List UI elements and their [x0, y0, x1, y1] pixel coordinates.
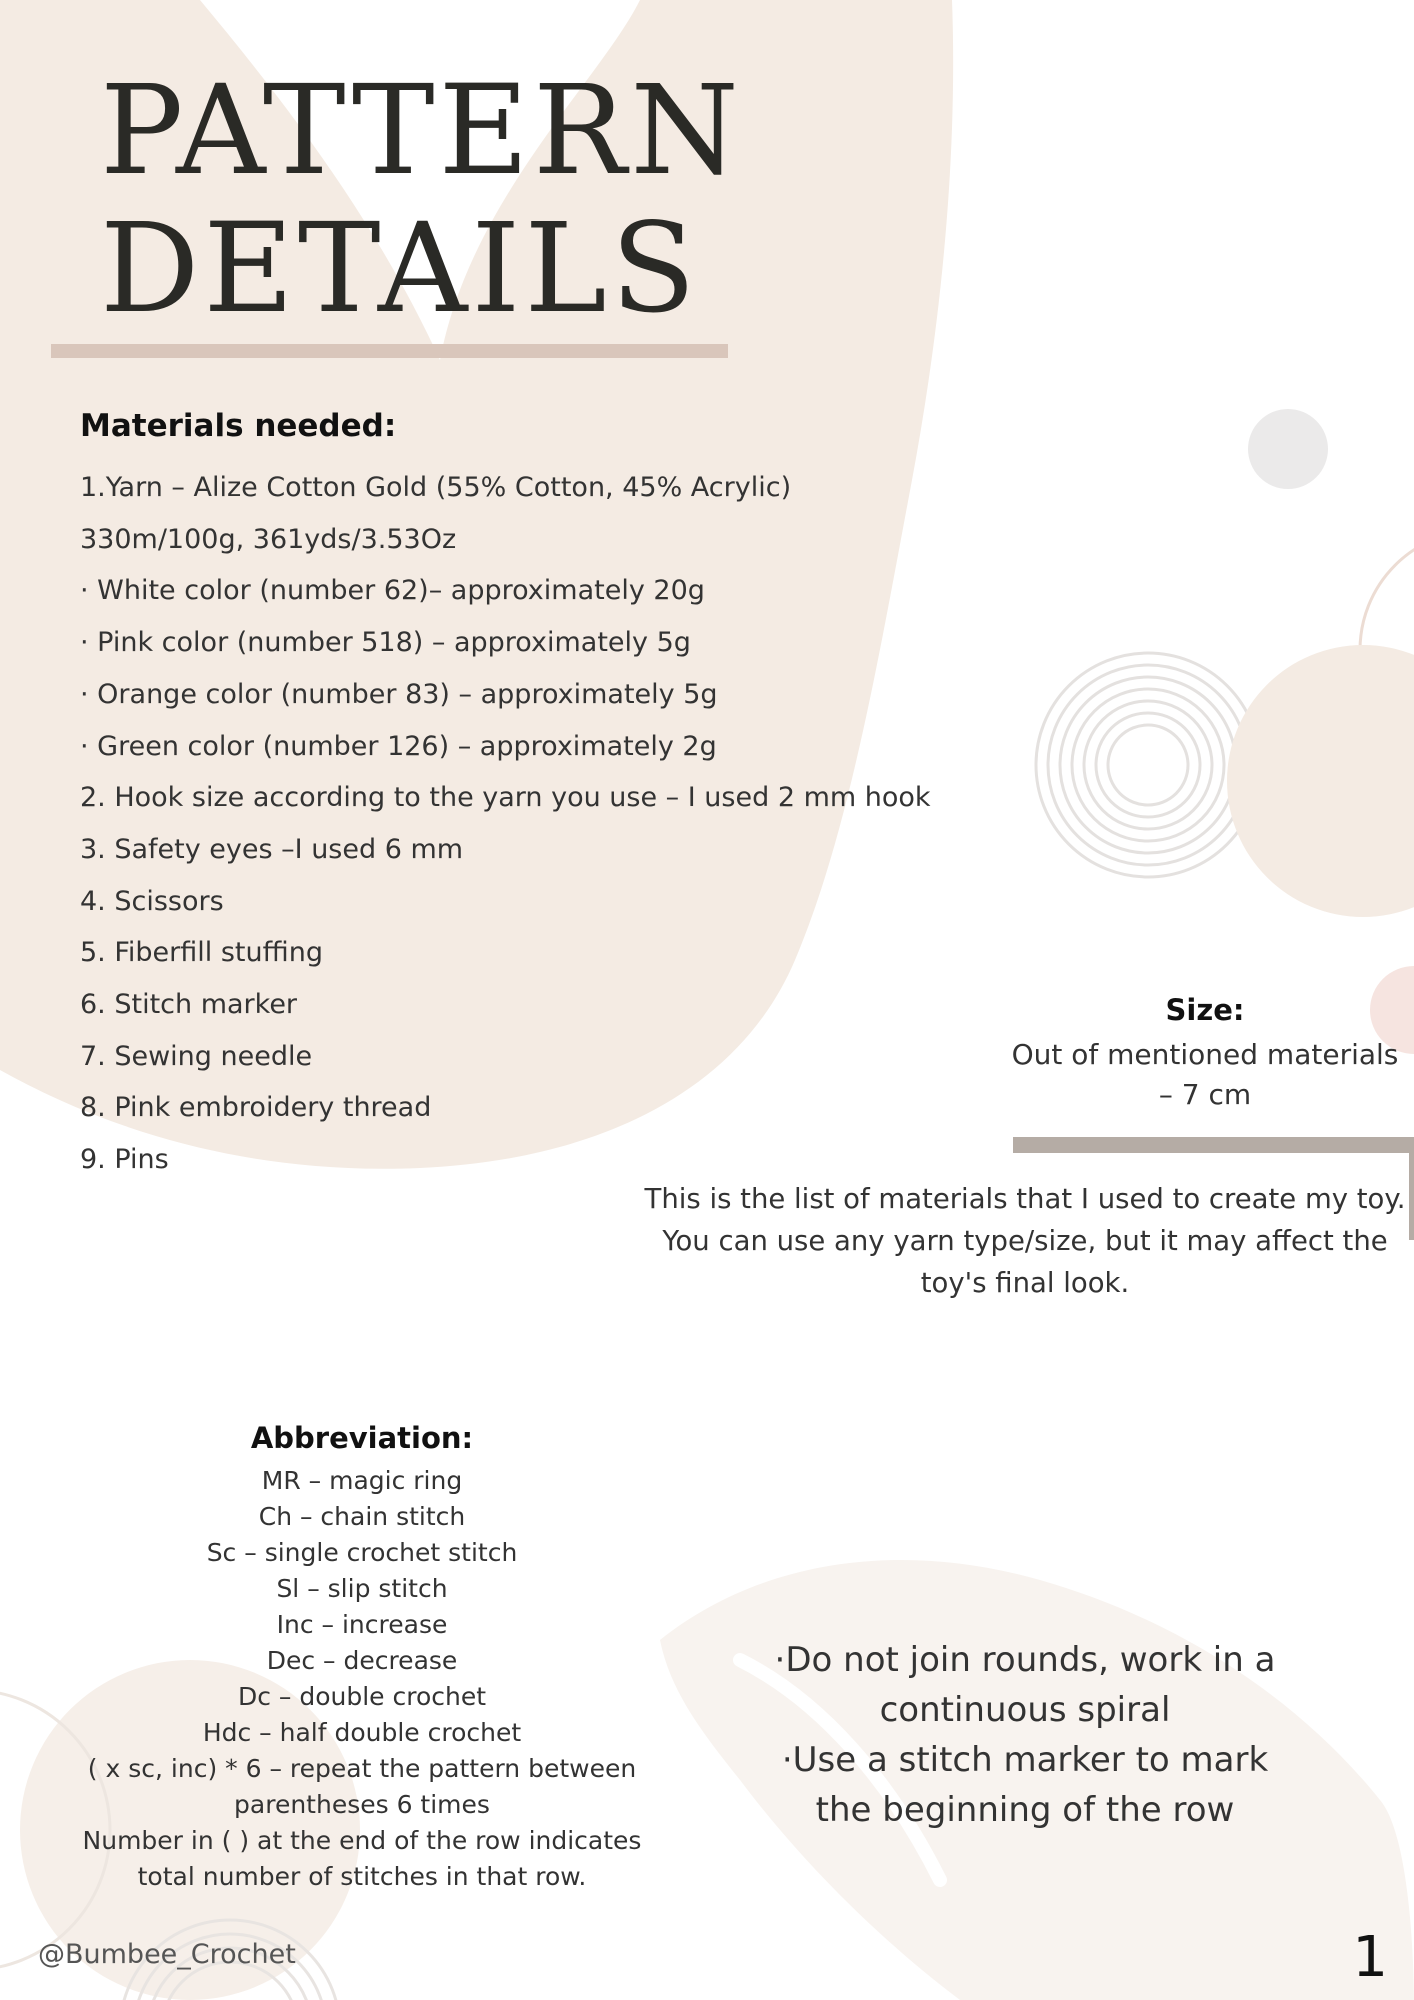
title-divider	[51, 344, 728, 358]
abbreviation-item: Dc – double crochet	[237, 1682, 487, 1711]
materials-item: 3. Safety eyes –I used 6 mm	[80, 833, 464, 865]
materials-item: 9. Pins	[80, 1144, 169, 1176]
materials-section	[80, 400, 940, 1186]
materials-item: 8. Pink embroidery thread	[80, 1092, 432, 1124]
abbreviation-item: Ch – chain stitch	[258, 1502, 466, 1531]
materials-note: This is the list of materials that I used to create my toy. You can use any yarn type/size, but it may affect the toy's final look.	[644, 1183, 1406, 1299]
size-divider	[1013, 1137, 1414, 1153]
materials-item: · Orange color (number 83) – approximately 5g	[80, 678, 718, 710]
title-line-1: PATTERN	[100, 59, 743, 203]
materials-item: 330m/100g, 361yds/3.53Oz	[80, 523, 457, 555]
materials-item: · Green color (number 126) – approximately 2g	[80, 730, 717, 762]
materials-item: 5. Fiberfill stuffing	[80, 937, 323, 969]
tips-section	[770, 1635, 1280, 1835]
size-section	[990, 985, 1414, 1115]
abbreviation-heading: Abbreviation:	[250, 1421, 474, 1455]
abbreviation-item: ( x sc, inc) * 6 – repeat the pattern between parentheses 6 times	[87, 1754, 637, 1819]
title-line-2: DETAILS	[100, 197, 700, 341]
abbreviation-item: Inc – increase	[276, 1610, 448, 1639]
concentric-rings	[1036, 653, 1260, 877]
abbreviation-list	[56, 1463, 668, 1895]
abbreviation-item: Sl – slip stitch	[276, 1574, 448, 1603]
materials-item: 1.Yarn – Alize Cotton Gold (55% Cotton, 45% Acrylic)	[80, 472, 792, 503]
materials-item: 4. Scissors	[80, 885, 224, 917]
materials-item: · Pink color (number 518) – approximately 5g	[80, 627, 691, 659]
abbreviation-item: Hdc – half double crochet	[202, 1718, 522, 1747]
materials-item: 2. Hook size according to the yarn you use – I used 2 mm hook	[80, 782, 931, 814]
materials-item: · White color (number 62)– approximately 20g	[80, 575, 705, 607]
abbreviation-item: Number in ( ) at the end of the row indicates total number of stitches in that row.	[82, 1826, 642, 1891]
materials-heading: Materials needed:	[80, 408, 397, 444]
abbreviation-item: Sc – single crochet stitch	[206, 1538, 518, 1567]
materials-list	[80, 462, 940, 1186]
abbreviation-section	[56, 1413, 668, 1895]
page-number: 1	[1352, 1925, 1388, 1990]
page-title	[100, 59, 743, 341]
grey-dot	[1248, 409, 1328, 489]
social-handle: @Bumbee_Crochet	[38, 1939, 296, 1970]
tip-item: ·Use a stitch marker to mark the beginning of the row	[781, 1740, 1269, 1830]
materials-item: 6. Stitch marker	[80, 989, 298, 1021]
materials-item: 7. Sewing needle	[80, 1040, 313, 1072]
abbreviation-item: Dec – decrease	[266, 1646, 458, 1675]
size-text: Out of mentioned materials – 7 cm	[1011, 1038, 1399, 1111]
abbreviation-item: MR – magic ring	[261, 1466, 463, 1495]
beige-circle-right	[1227, 645, 1414, 917]
size-heading: Size:	[1165, 993, 1245, 1027]
tip-item: ·Do not join rounds, work in a continuous spiral	[774, 1640, 1276, 1730]
